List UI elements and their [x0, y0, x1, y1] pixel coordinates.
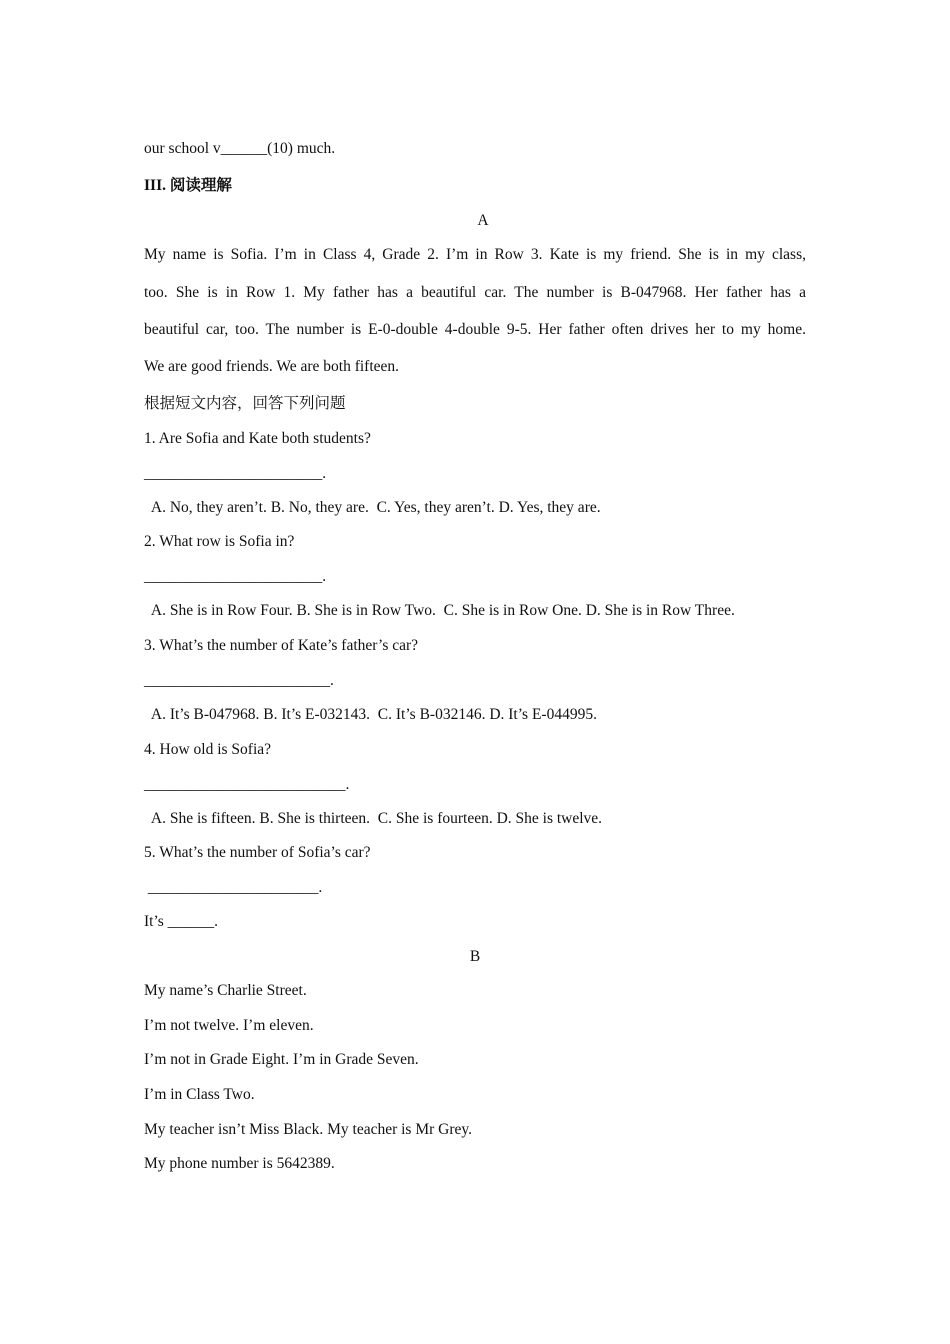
question-5: 5. What’s the number of Sofia’s car?: [144, 844, 371, 861]
passage-a-line: My name is Sofia. I’m in Class 4, Grade 2. I’m in Row 3. Kate is my friend. She is in my class,: [144, 246, 806, 263]
options-4: A. She is fifteen. B. She is thirteen. C. She is fourteen. D. She is twelve.: [144, 810, 603, 827]
question-4: 4. How old is Sofia?: [144, 741, 272, 758]
passage-b-line: My name’s Charlie Street.: [144, 982, 307, 999]
answer-blank-1: _______________________.: [144, 465, 327, 482]
passage-a-line: beautiful car, too. The number is E-0-double 4-double 9-5. Her father often drives her to my home.: [144, 321, 806, 338]
answer-blank-2: _______________________.: [144, 568, 327, 585]
passage-b-line: My teacher isn’t Miss Black. My teacher is Mr Grey.: [144, 1121, 473, 1138]
passage-b-line: I’m in Class Two.: [144, 1086, 255, 1103]
answer-blank-3: ________________________.: [144, 672, 334, 689]
answer-blank-4: __________________________.: [144, 776, 350, 793]
options-1: A. No, they aren’t. B. No, they are. C. Yes, they aren’t. D. Yes, they are.: [144, 499, 601, 516]
passage-a-title: A: [477, 212, 489, 229]
options-5: It’s ______.: [144, 913, 219, 930]
passage-a-line: too. She is in Row 1. My father has a beautiful car. The number is B-047968. Her father has a: [144, 284, 806, 301]
answer-blank-5: ______________________.: [144, 879, 323, 896]
passage-b-title: B: [469, 948, 481, 965]
question-2: 2. What row is Sofia in?: [144, 533, 295, 550]
passage-b-line: I’m not twelve. I’m eleven.: [144, 1017, 314, 1034]
question-3: 3. What’s the number of Kate’s father’s car?: [144, 637, 419, 654]
instruction: 根据短文内容，回答下列问题: [144, 395, 346, 412]
options-2: A. She is in Row Four. B. She is in Row Two. C. She is in Row One. D. She is in Row Three.: [144, 602, 735, 619]
section-heading: III. 阅读理解: [144, 177, 232, 194]
passage-b-line: My phone number is 5642389.: [144, 1155, 335, 1172]
options-3: A. It’s B-047968. B. It’s E-032143. C. It’s B-032146. D. It’s E-044995.: [144, 706, 597, 723]
question-1: 1. Are Sofia and Kate both students?: [144, 430, 371, 447]
continued-line: our school v______(10) much.: [144, 140, 336, 157]
passage-a-line: We are good friends. We are both fifteen.: [144, 358, 400, 375]
passage-b-line: I’m not in Grade Eight. I’m in Grade Seven.: [144, 1051, 419, 1068]
